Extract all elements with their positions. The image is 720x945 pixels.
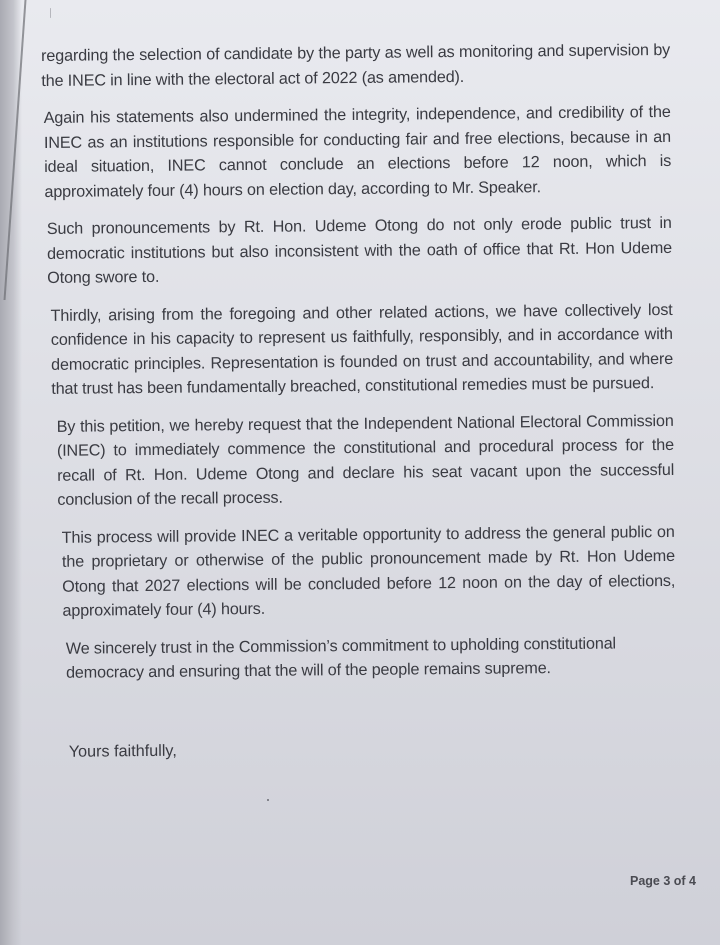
- paragraph-recall-context: regarding the selection of candidate by the party as well as monitoring and supervision by the INEC in line with the electoral act of 2022 (as amended).: [41, 40, 671, 90]
- paper-mark: [50, 8, 51, 18]
- page-number: Page 3 of 4: [630, 874, 696, 888]
- paragraph-public-trust: Such pronouncements by Rt. Hon. Udeme Otong do not only erode public trust in democratic institutions but also inconsistent with the oath of office that Rt. Hon Udeme Otong swore to.: [46, 213, 673, 287]
- letter-body: [40, 38, 677, 764]
- paper-speck: [267, 799, 269, 801]
- paragraph-commission-trust: We sincerely trust in the Commission’s commitment to upholding constitutional democracy and ensuring that the will of the people remains supreme.: [65, 633, 617, 682]
- paragraph-recall-request: By this petition, we hereby request that the Independent National Electoral Commission (INEC) to immediately commence the constitutional and procedural process for the recall of Rt. Hon. Udeme Otong and declare his seat vacant upon the successful conclusion of the recall process.: [56, 411, 675, 509]
- paragraph-inec-integrity: Again his statements also undermined the integrity, independence, and credibility of the INEC as an institutions responsible for conducting fair and free elections, because in an ideal situation, INEC cannot conclude an elections before 12 noon, which is approximately four (4) hours on election day, according to Mr. Speaker.: [43, 102, 672, 201]
- closing-salutation: Yours faithfully,: [68, 741, 177, 761]
- page-edge-shadow: [0, 0, 22, 945]
- paragraph-inec-opportunity: This process will provide INEC a veritable opportunity to address the general public on the proprietary or otherwise of the public pronouncement made by Rt. Hon Udeme Otong that 2027 elections will be concluded before 12 noon on the day of elections, approximately four (4) hours.: [61, 522, 676, 620]
- paragraph-lost-confidence: Thirdly, arising from the foregoing and other related actions, we have collectively lost confidence in his capacity to represent us faithfully, responsibly, and in accordance with democratic principles. Representation is founded on trust and accountability, and where that trust has been fundamentally breached, constitutional remedies must be pursued.: [50, 300, 674, 398]
